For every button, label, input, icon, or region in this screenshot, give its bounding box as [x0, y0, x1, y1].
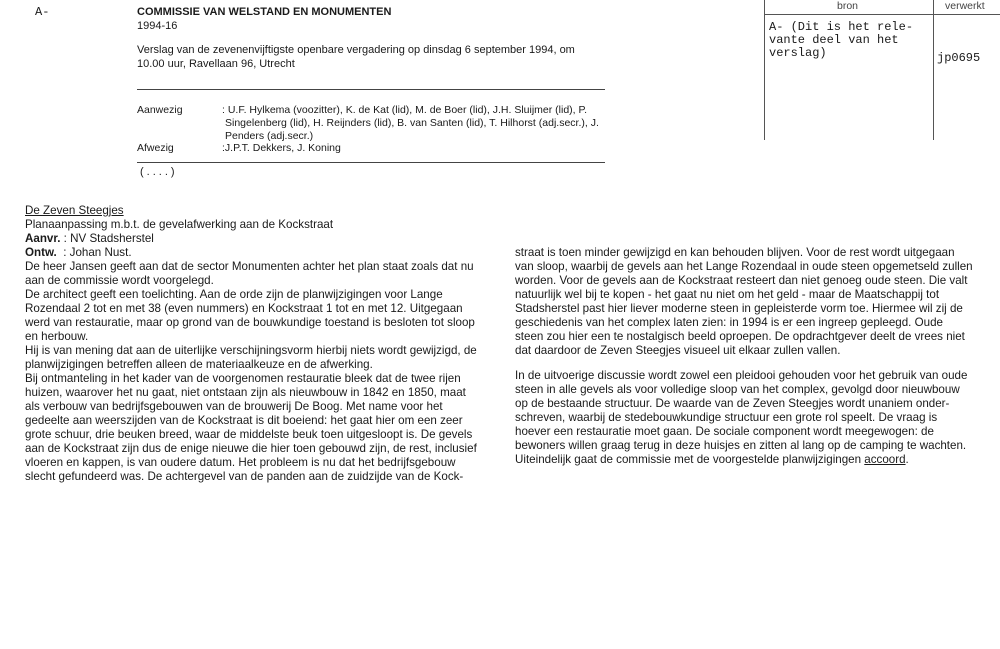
column-verwerkt: verwerkt	[945, 0, 985, 12]
body-line: huizen, waarover het nu gaat, niet ontstaan zijn als nieuwbouw in 1842 en 1850, maat	[25, 386, 466, 399]
document-number: 1994-16	[137, 20, 178, 32]
designer-value: : Johan Nust.	[56, 246, 132, 259]
divider	[137, 162, 605, 163]
applicant-label: Aanvr.	[25, 232, 61, 245]
body-line: Rozendaal 2 tot en met 38 (even nummers) en Kockstraat 1 tot en met 12. Uitgegaan	[25, 302, 463, 315]
body-line: als verbouw van bedrijfsgebouwen van de brouwerij De Boog. Met name voor het	[25, 400, 443, 413]
body-line: dat daardoor de Zeven Steegjes visueel uit elkaar zullen vallen.	[515, 344, 841, 357]
body-line: steen in alle gevels als voor volledige sloop van het complex, gevolgd door nieuwbouw	[515, 383, 960, 396]
body-line: Stadsherstel past hier liever moderne steen in gepleisterde vorm toe. Hiermee wil zij de	[515, 302, 963, 315]
body-line: hoever een restauratie moet gaan. De sociale component wordt meegewogen: de	[515, 425, 934, 438]
right-column	[515, 246, 973, 467]
source-table-header	[765, 0, 1000, 15]
column-bron: bron	[837, 0, 859, 12]
margin-mark: A-	[35, 5, 50, 19]
body-line: werd van restauratie, maar op grond van de bouwkundige toestand is besloten tot sloop	[25, 316, 475, 329]
body-line: De heer Jansen geeft aan dat de sector Monumenten achter het plan staat zoals dat nu	[25, 260, 474, 273]
source-table	[764, 0, 1000, 140]
body-line: slecht gefundeerd was. De achtergevel van de panden aan de zuidzijde van de Kock-	[25, 470, 464, 483]
conclusion-line	[515, 453, 973, 467]
body-line: natuurlijk wel bij te kopen - het gaat nu niet om het geld - maar de Maatschappij tot	[515, 288, 940, 301]
body-line: bewoners willen graag terug in deze huisjes en zitten al lang op de camping te wachten.	[515, 439, 967, 452]
body-line: geschiedenis van het complex laten zien: in 1994 is er een ingreep gepleegd. Oude	[515, 316, 943, 329]
body-line: van sloop, waarbij de gevels aan het Lange Rozendaal in oude steen opgemetseld zullen	[515, 260, 973, 273]
left-body	[25, 260, 477, 484]
divider	[137, 89, 605, 90]
item-title: De Zeven Steegjes	[25, 204, 124, 217]
body-line: vloeren en kappen, is van oudere datum. Het probleem is nu dat het bedrijfsgebouw	[25, 456, 456, 469]
designer-label: Ontw.	[25, 246, 57, 259]
body-line: grote schuur, drie beuken breed, waar de middelste beuk toen uitgesloopt is. De gevels	[25, 428, 473, 441]
bron-note-line: verslag)	[769, 46, 827, 60]
body-line: schreven, waarbij de stedebouwkundige structuur een grote rol speelt. De vraag is	[515, 411, 938, 424]
body-line: Bij ontmanteling in het kader van de voorgenomen restauratie bleek dat de twee rijen	[25, 372, 461, 385]
meeting-description-line: 10.00 uur, Ravellaan 96, Utrecht	[137, 58, 295, 70]
decision-word: accoord	[864, 453, 906, 466]
applicant-value: : NV Stadsherstel	[60, 232, 154, 245]
verwerkt-code: jp0695	[937, 51, 981, 65]
present-list-line: : U.F. Hylkema (voozitter), K. de Kat (lid), M. de Boer (lid), J.H. Sluijmer (lid), P.	[222, 104, 588, 116]
left-column	[25, 204, 477, 484]
body-line: Hij is van mening dat aan de uiterlijke verschijningsvorm hierbij niets wordt gewijzigd, de	[25, 344, 477, 357]
present-label: Aanwezig	[137, 104, 183, 116]
item-subject: Planaanpassing m.b.t. de gevelafwerking aan de Kockstraat	[25, 218, 334, 231]
present-list-line: Singelenberg (lid), H. Reijnders (lid), B. van Santen (lid), T. Hilhorst (adj.secr.), J.	[225, 117, 599, 129]
body-line: gedeelte aan weerszijden van de Kockstraat is dit boeiend: het gaat hier om een zeer	[25, 414, 463, 427]
absent-list: :J.P.T. Dekkers, J. Koning	[222, 142, 341, 154]
bron-note-line: A- (Dit is het rele-	[769, 20, 914, 34]
column-divider	[933, 0, 934, 140]
designer-row	[25, 246, 477, 260]
body-line: steen zou hier een te nostalgisch beeld oproepen. De opdrachtgever deelt de vrees niet	[515, 330, 965, 343]
meeting-description-line: Verslag van de zevenenvijftigste openbare vergadering op dinsdag 6 september 1994, om	[137, 44, 575, 56]
body-line: worden. Voor de gevels aan de Kockstraat resteert dan niet genoeg oude steen. Die valt	[515, 274, 968, 287]
bron-note-line: vante deel van het	[769, 33, 899, 47]
applicant-row	[25, 232, 477, 246]
body-line: en herbouw.	[25, 330, 89, 343]
body-line: straat is toen minder gewijzigd en kan behouden blijven. Voor de rest wordt uitgegaan	[515, 246, 955, 259]
body-line: op de bestaande structuur. De waarde van de Zeven Steegjes wordt unaniem onder-	[515, 397, 950, 410]
omission-mark: (....)	[140, 166, 178, 178]
present-list-line: Penders (adj.secr.)	[225, 130, 314, 142]
conclusion-period: .	[905, 453, 909, 466]
body-line: aan de Kockstraat zijn dus de enige nieuwe die hier toen gebouwd zijn, de rest, inclusief	[25, 442, 477, 455]
body-line: planwijzigingen betreffen alleen de materiaalkeuze en de afwerking.	[25, 358, 373, 371]
absent-label: Afwezig	[137, 142, 174, 154]
body-line: De architect geeft een toelichting. Aan de orde zijn de planwijzigingen voor Lange	[25, 288, 443, 301]
conclusion-text: Uiteindelijk gaat de commissie met de voorgestelde planwijzigingen	[515, 453, 865, 466]
document-title: COMMISSIE VAN WELSTAND EN MONUMENTEN	[137, 6, 392, 18]
body-line: aan de commissie wordt voorgelegd.	[25, 274, 214, 287]
body-line: In de uitvoerige discussie wordt zowel een pleidooi gehouden voor het gebruik van oude	[515, 369, 968, 382]
